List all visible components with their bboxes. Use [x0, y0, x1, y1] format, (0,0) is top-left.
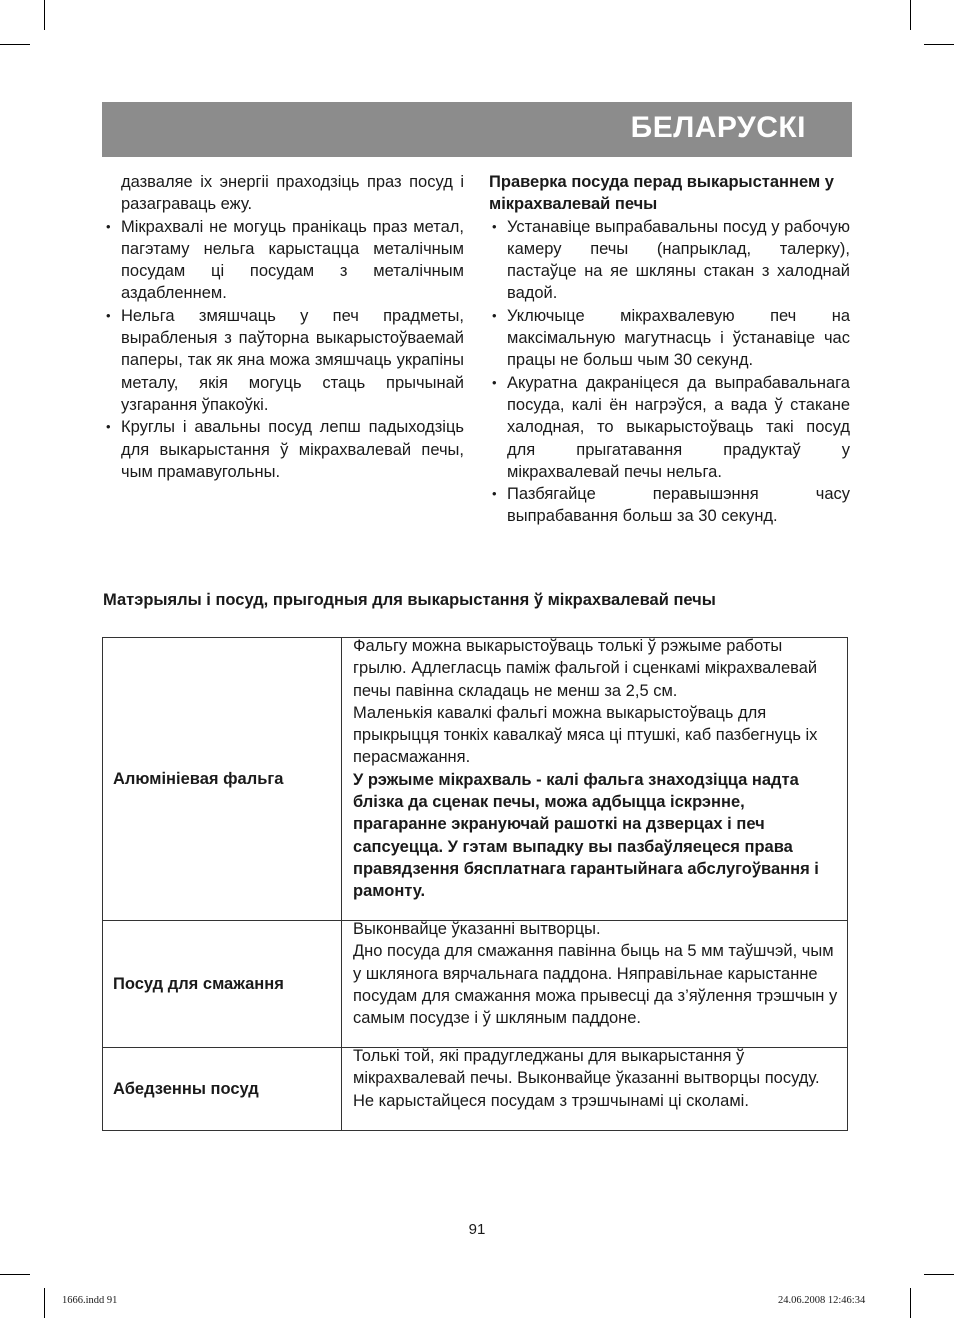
table-row: [103, 1048, 848, 1131]
list-item: • Пазбягайце перавышэння часу выпрабавання больш за 30 секунд.: [489, 483, 850, 528]
right-column: [489, 171, 850, 528]
footer-timestamp: 24.06.2008 12:46:34: [778, 1295, 866, 1306]
page-number: 91: [468, 1221, 486, 1238]
list-item: • Круглы і авальны посуд лепш падыходзіць для выкарыстання ў мікрахвалевай печы, чым прамавугольны.: [103, 416, 464, 483]
left-column: [103, 171, 464, 483]
material-description: [342, 1048, 848, 1131]
list-item: • Акуратна дакраніцеся да выпрабавальнага посуда, калі ён нагрэўся, а вада ў стакане халодная, то выкарыстоўваць такі посуд для прыгатавання прадуктаў у мікрахвалевай печы нельга.: [489, 372, 850, 483]
description-text: Толькі той, які прадугледжаны для выкарыстання ў мікрахвалевай печы. Выконвайце ўказанні вытворцы посуду. Не карыстайцеся посудам з трэшчынамі ці сколамі.: [353, 1047, 820, 1110]
continuation-paragraph: дазваляе іх энергіі праходзіць праз посуд і разаграваць ежу.: [121, 173, 464, 214]
list-item: • Мікрахвалі не могуць пранікаць праз метал, пагэтаму нельга карыстацца металічным посудам ці посудам з металічным аздабленнем.: [103, 216, 464, 305]
description-text: Фальгу можна выкарыстоўваць толькі ў рэжыме работы грылю. Адлегласць паміж фальгой і сценкамі мікрахвалевай печы павінна складаць не менш за 2,5 см.: [353, 637, 818, 700]
material-description: [342, 921, 848, 1048]
crop-mark: [44, 0, 45, 30]
language-header-bar: [102, 102, 852, 157]
table-row: [103, 921, 848, 1048]
material-name: Посуд для смажання: [103, 921, 342, 1048]
warning-text: У рэжыме мікрахваль - калі фальга знаходзіцца надта блізка да сценак печы, можа адбыцца іскрэнне, прагаранне экрануючай рашоткі на дзверцах і печ сапсуецца. У гэтам выпадку вы пазбаўляецеся права правядзення бясплатнага гарантыйнага абслугоўвання і рамонту.: [353, 770, 819, 901]
description-text: Дно посуда для смажання павінна быць на 5 мм таўшчэй, чым у шклянога вярчальнага паддона. Няправільнае карыстанне посудам для смажання можа прывесці да з’яўлення трэшчын у самым посудзе і ў шкляным паддоне.: [353, 942, 838, 1028]
crop-mark: [924, 1274, 954, 1275]
subsection-heading: Праверка посуда перад выкарыстаннем у мікрахвалевай печы: [489, 173, 834, 214]
right-bullet-list: [489, 216, 850, 528]
materials-table: [102, 637, 848, 1131]
material-name: Алюмініевая фальга: [103, 638, 342, 921]
list-item: • Нельга змяшчаць у печ прадметы, вырабленыя з паўторна выкарыстоўваемай паперы, так як яна можа змяшчаць украпіны металу, якія могуць стаць прычынай узгарання ўпакоўкі.: [103, 305, 464, 416]
table-row: [103, 638, 848, 921]
description-text: Выконвайце ўказанні вытворцы.: [353, 920, 601, 938]
footer-file-info: 1666.indd 91: [62, 1295, 118, 1306]
crop-mark: [0, 44, 30, 45]
crop-mark: [44, 1288, 45, 1318]
section-heading: Матэрыялы і посуд, прыгодныя для выкарыстання ў мікрахвалевай печы: [103, 591, 716, 609]
material-description: [342, 638, 848, 921]
description-text: Маленькія кавалкі фальгі можна выкарыстоўваць для прыкрыцця тонкіх кавалкаў мяса ці птушкі, каб пазбегнуць іх перасмажання.: [353, 703, 818, 767]
crop-mark: [910, 0, 911, 30]
left-bullet-list: [103, 216, 464, 484]
crop-mark: [910, 1288, 911, 1318]
list-item: • Устанавіце выпрабавальны посуд у рабочую камеру печы (напрыклад, талерку), пастаўце на яе шкляны стакан з халоднай вадой.: [489, 216, 850, 305]
crop-mark: [0, 1274, 30, 1275]
material-name: Абедзенны посуд: [103, 1048, 342, 1131]
crop-mark: [924, 44, 954, 45]
list-item: • Уключыце мікрахвалевую печ на максімальную магутнасць і ўстанавіце час працы не больш чым 30 секунд.: [489, 305, 850, 372]
page-title: БЕЛАРУСКІ: [630, 111, 806, 144]
